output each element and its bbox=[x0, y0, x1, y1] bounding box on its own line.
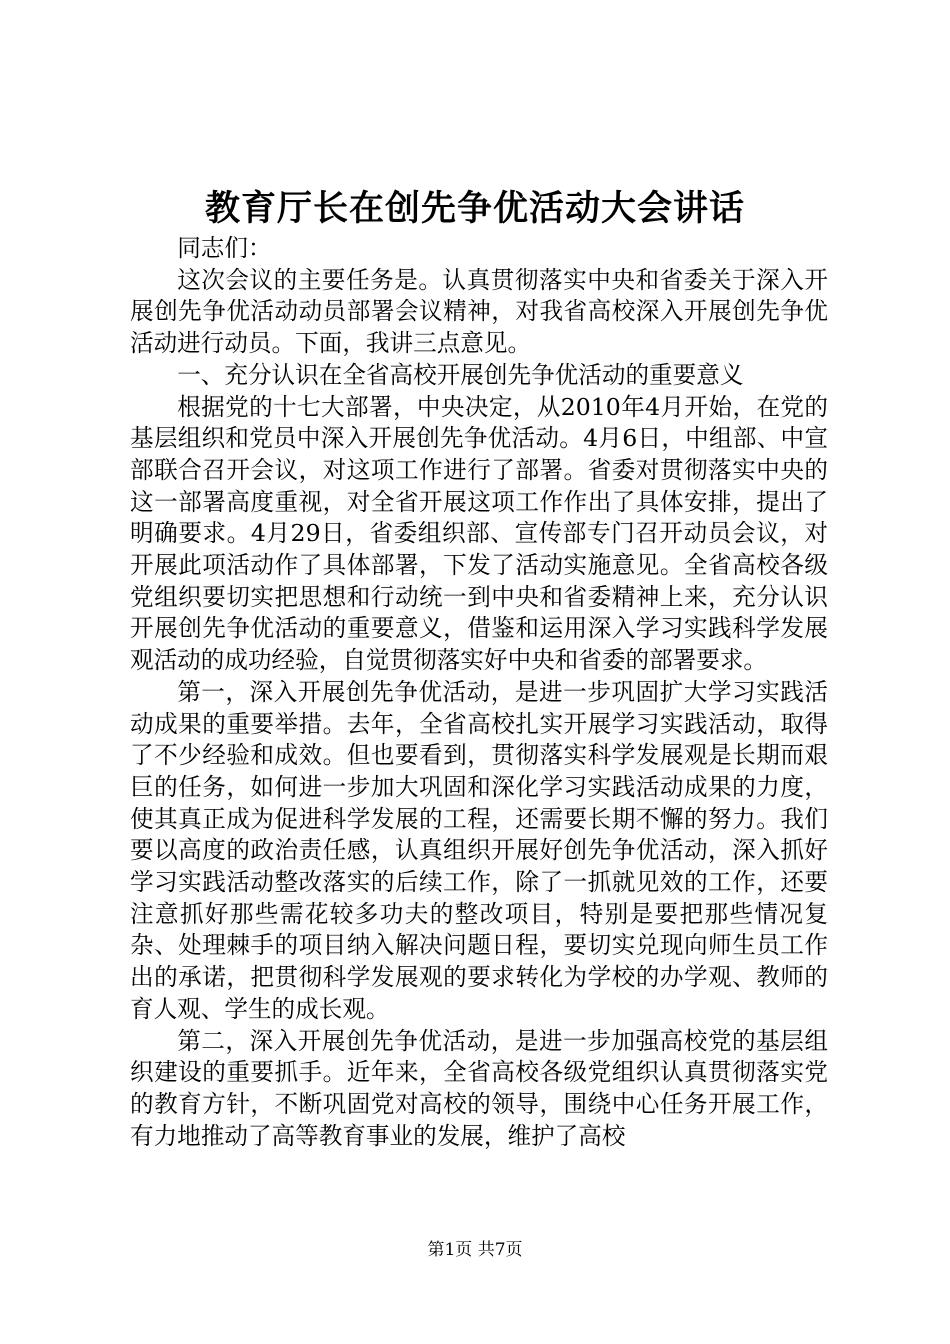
paragraph-point-1: 第一，深入开展创先争优活动，是进一步巩固扩大学习实践活动成果的重要举措。去年，全省高校扎实开展学习实践活动，取得了不少经验和成效。但也要看到，贯彻落实科学发展观是长期而艰巨的任务，如何进一步加大巩固和深化学习实践活动成果的力度，使其真正成为促进科学发展的工程，还需要长期不懈的努力。我们要以高度的政治责任感，认真组织开展好创先争优活动，深入抓好学习实践活动整改落实的后续工作，除了一抓就见效的工作，还要注意抓好那些需花较多功夫的整改项目，特别是要把那些情况复杂、处理棘手的项目纳入解决问题日程，要切实兑现向师生员工作出的承诺，把贯彻科学发展观的要求转化为学校的办学观、教师的育人观、学生的成长观。 bbox=[130, 677, 828, 1023]
paragraph-salutation: 同志们： bbox=[177, 234, 272, 262]
page-footer: 第1页 共7页 bbox=[427, 1240, 523, 1260]
paragraph-point-2: 第二，深入开展创先争优活动，是进一步加强高校党的基层组织建设的重要抓手。近年来，全省高校各级党组织认真贯彻落实党的教育方针，不断巩固党对高校的领导，围绕中心任务开展工作，有力地推动了高等教育事业的发展，维护了高校 bbox=[130, 1026, 828, 1150]
document-title: 教育厅长在创先争优活动大会讲话 bbox=[204, 188, 745, 229]
paragraph-intro: 这次会议的主要任务是。认真贯彻落实中央和省委关于深入开展创先争优活动动员部署会议精神，对我省高校深入开展创先争优活动进行动员。下面，我讲三点意见。 bbox=[130, 265, 828, 358]
document-body bbox=[130, 233, 828, 1152]
paragraph-background: 根据党的十七大部署，中央决定，从2010年4月开始，在党的基层组织和党员中深入开展创先争优活动。4月6日，中组部、中宣部联合召开会议，对这项工作进行了部署。省委对贯彻落实中央的这一部署高度重视，对全省开展这项工作作出了具体安排，提出了明确要求。4月29日，省委组织部、宣传部专门召开动员会议，对开展此项活动作了具体部署，下发了活动实施意见。全省高校各级党组织要切实把思想和行动统一到中央和省委精神上来，充分认识开展创先争优活动的重要意义，借鉴和运用深入学习实践科学发展观活动的成功经验，自觉贯彻落实好中央和省委的部署要求。 bbox=[130, 392, 828, 675]
section-heading-1: 一、充分认识在全省高校开展创先争优活动的重要意义 bbox=[177, 360, 744, 389]
